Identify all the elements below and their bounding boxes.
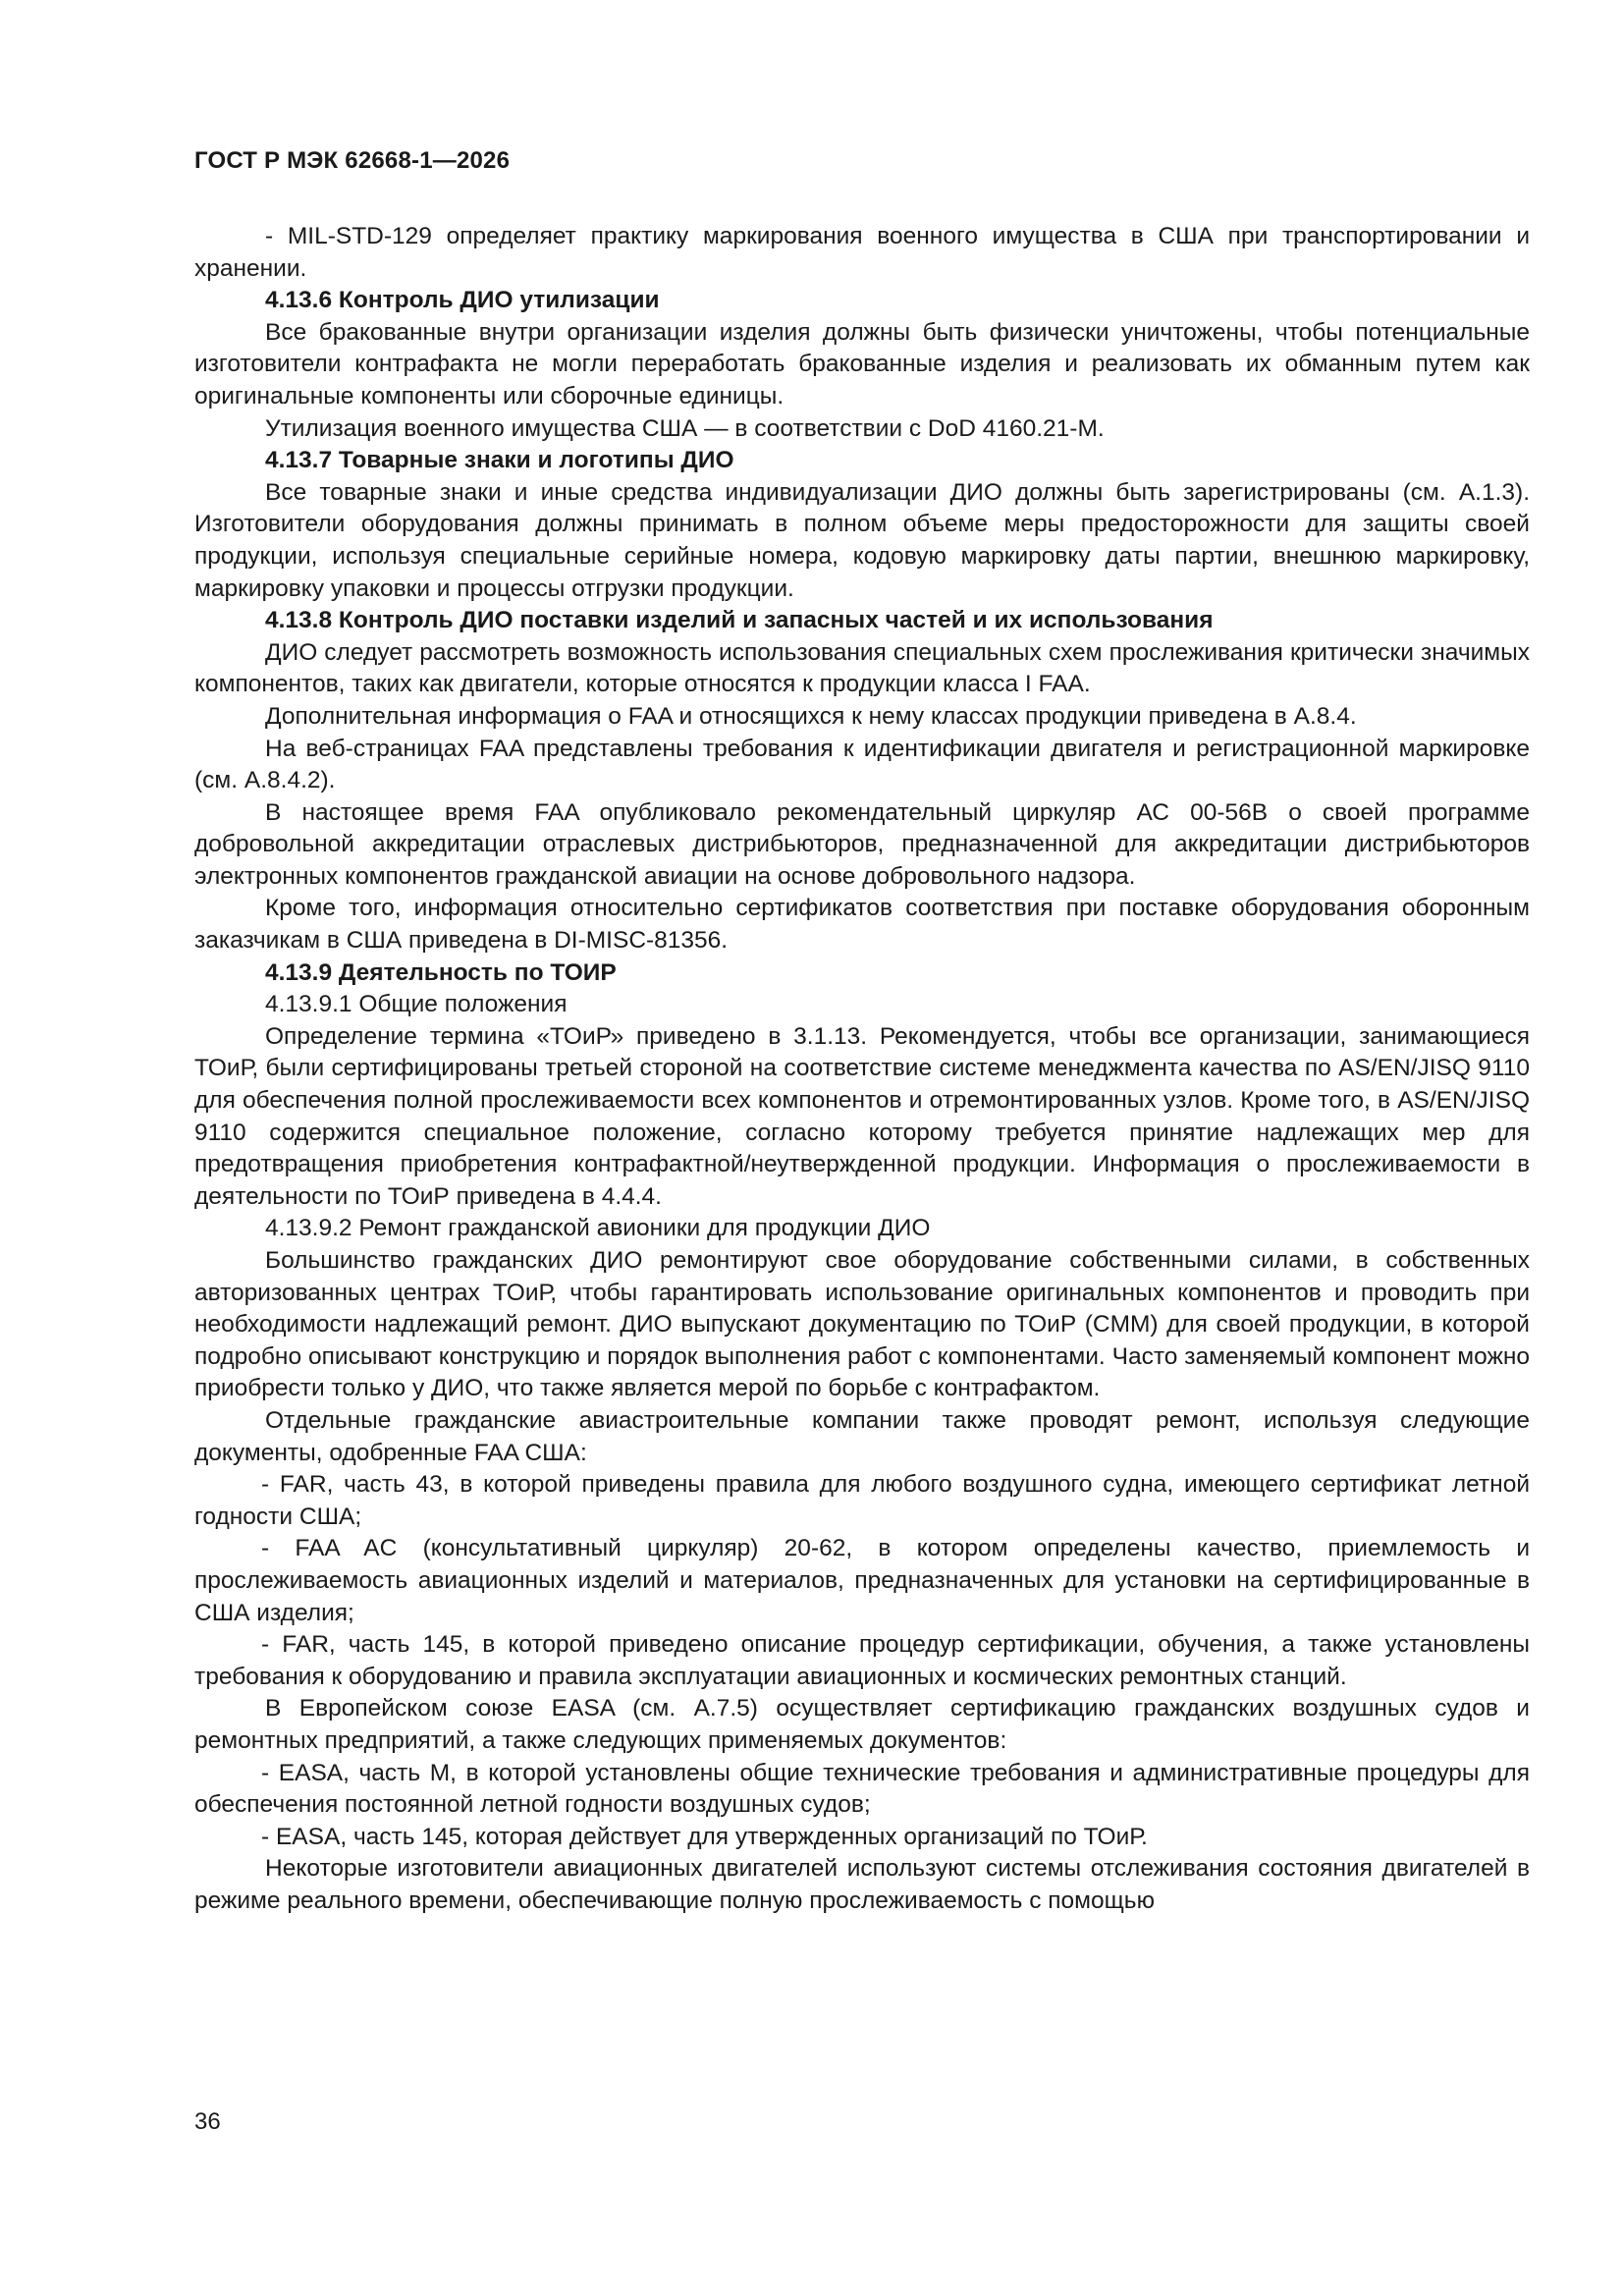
section-heading: 4.13.9 Деятельность по ТОИР — [265, 958, 617, 986]
paragraph: Определение термина «ТОиР» приведено в 3.1.13. Рекомендуется, чтобы все организации, занимающиеся ТОиР, были сертифицированы третьей стороной на соответствие системе менеджмента качества по AS/EN/JISQ 9110 для обеспечения полной прослеживаемости всех компонентов и отремонтированных узлов. Кроме того, в AS/EN/JISQ 9110 содержится специальное положение, согласно которому требуется принятие надлежащих мер для предотвращения приобретения контрафактной/неутвержденной продукции. Информация о прослеживаемости в деятельности по ТОиР приведена в 4.4.4. — [194, 1022, 1530, 1210]
document-body — [194, 221, 1530, 1917]
page-number: 36 — [194, 2108, 221, 2135]
paragraph: В настоящее время FAA опубликовало рекомендательный циркуляр АС 00-56В о своей программе добровольной аккредитации отраслевых дистрибьюторов, предназначенной для аккредитации дистрибьюторов электронных компонентов гражданской авиации на основе добровольного надзора. — [194, 798, 1530, 890]
list-item: - EASA, часть М, в которой установлены общие технические требования и административные процедуры для обеспечения постоянной летной годности воздушных судов; — [194, 1759, 1530, 1819]
section-heading: 4.13.6 Контроль ДИО утилизации — [265, 287, 660, 314]
paragraph: Кроме того, информация относительно сертификатов соответствия при поставке оборудования оборонным заказчикам в США приведена в DI-MISC-81356. — [194, 895, 1530, 955]
paragraph: Отдельные гражданские авиастроительные компании также проводят ремонт, используя следующие документы, одобренные FAA США: — [194, 1406, 1530, 1466]
list-item: - FAA AC (консультативный циркуляр) 20-62, в котором определены качество, приемлемость и прослеживаемость авиационных изделий и материалов, предназначенных для установки на сертифицированные в США изделия; — [194, 1535, 1530, 1626]
subsection-heading: 4.13.9.2 Ремонт гражданской авионики для продукции ДИО — [265, 1215, 931, 1242]
paragraph: Все товарные знаки и иные средства индивидуализации ДИО должны быть зарегистрированы (см. А.1.3). Изготовители оборудования должны принимать в полном объеме меры предосторожности для защиты своей продукции, используя специальные серийные номера, кодовую маркировку даты партии, внешнюю маркировку, маркировку упаковки и процессы отгрузки продукции. — [194, 478, 1530, 602]
paragraph: Дополнительная информация о FAA и относящихся к нему классах продукции приведена в А.8.4. — [265, 702, 1357, 730]
section-heading: 4.13.8 Контроль ДИО поставки изделий и запасных частей и их использования — [265, 607, 1214, 634]
paragraph: Утилизация военного имущества США — в соответствии с DoD 4160.21-M. — [265, 414, 1105, 442]
paragraph: Большинство гражданских ДИО ремонтируют свое оборудование собственными силами, в собственных авторизованных центрах ТОиР, чтобы гарантировать использование оригинальных компонентов и проводить при необходимости надлежащий ремонт. ДИО выпускают документацию по ТОиР (CMM) для своей продукции, в которой подробно описывают конструкцию и порядок выполнения работ с компонентами. Часто заменяемый компонент можно приобрести только у ДИО, что также является мерой по борьбе с контрафактом. — [194, 1247, 1530, 1402]
list-item: - FAR, часть 145, в которой приведено описание процедур сертификации, обучения, а также установлены требования к оборудованию и правила эксплуатации авиационных и космических ремонтных станций. — [194, 1631, 1530, 1690]
list-item: - FAR, часть 43, в которой приведены правила для любого воздушного судна, имеющего сертификат летной годности США; — [194, 1471, 1530, 1530]
section-heading: 4.13.7 Товарные знаки и логотипы ДИО — [265, 447, 734, 474]
paragraph: В Европейском союзе EASA (см. А.7.5) осуществляет сертификацию гражданских воздушных судов и ремонтных предприятий, а также следующих применяемых документов: — [194, 1695, 1530, 1754]
subsection-heading: 4.13.9.1 Общие положения — [265, 991, 568, 1018]
paragraph: ДИО следует рассмотреть возможность использования специальных схем прослеживания критически значимых компонентов, таких как двигатели, которые относятся к продукции класса I FAA. — [194, 638, 1530, 698]
paragraph: На веб-страницах FAA представлены требования к идентификации двигателя и регистрационной маркировке (см. А.8.4.2). — [194, 735, 1530, 794]
list-item: - MIL-STD-129 определяет практику маркирования военного имущества в США при транспортировании и хранении. — [194, 223, 1530, 282]
list-item: - EASA, часть 145, которая действует для утвержденных организаций по ТОиР. — [261, 1823, 1148, 1850]
paragraph: Все бракованные внутри организации изделия должны быть физически уничтожены, чтобы потенциальные изготовители контрафакта не могли переработать бракованные изделия и реализовать их обманным путем как оригинальные компоненты или сборочные единицы. — [194, 318, 1530, 410]
document-code-header: ГОСТ Р МЭК 62668-1—2026 — [194, 147, 511, 174]
paragraph: Некоторые изготовители авиационных двигателей используют системы отслеживания состояния двигателей в режиме реального времени, обеспечивающие полную прослеживаемость с помощью — [194, 1855, 1530, 1914]
